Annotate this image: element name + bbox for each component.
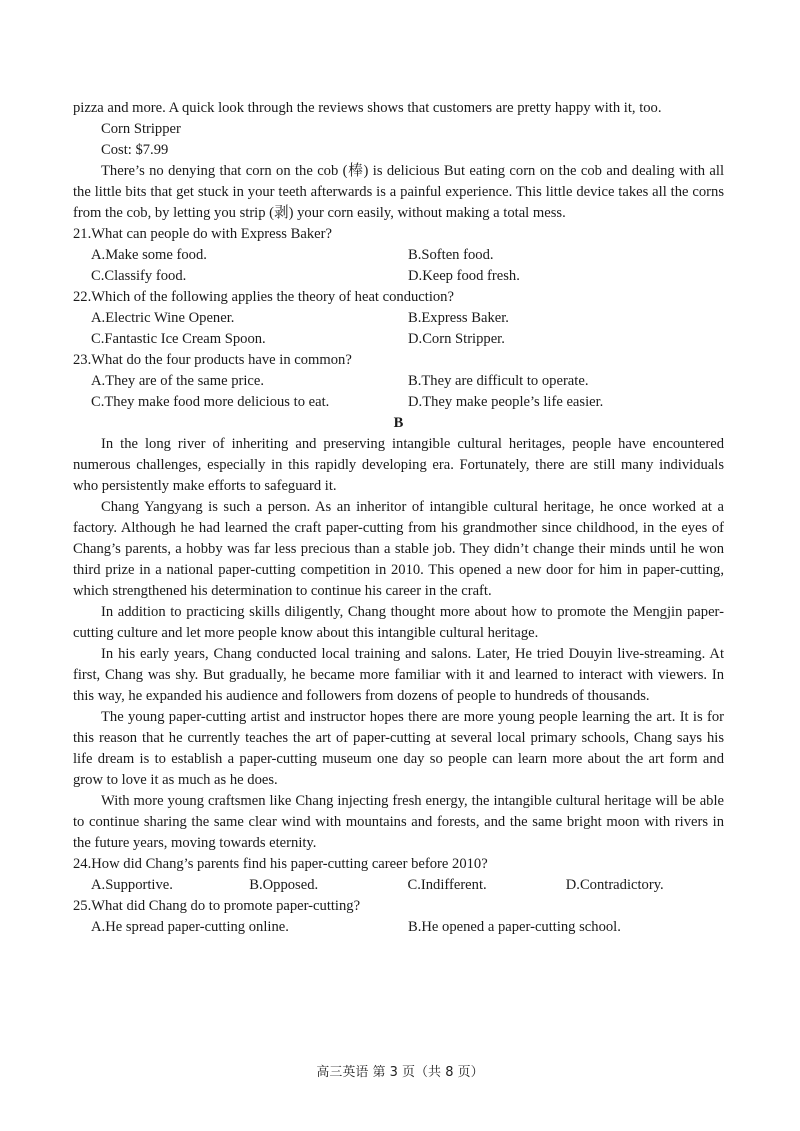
- question-options: [73, 875, 724, 896]
- option-b: B.Soften food.: [408, 247, 494, 263]
- exam-page: [73, 98, 724, 938]
- passage-paragraph: In his early years, Chang conducted local training and salons. Later, He tried Douyin live-streaming. At first, Chang was shy. But gradually, he became more familiar with it and learned to interact with viewers. In this way, he expanded his audience and followers from dozens of people to hundreds of thousands.: [73, 646, 724, 704]
- product-name: Corn Stripper: [101, 121, 181, 137]
- question-options: [73, 329, 724, 350]
- question-options: [73, 371, 724, 392]
- intro-paragraph-tail: pizza and more. A quick look through the reviews shows that customers are pretty happy with it, too.: [73, 100, 662, 116]
- question-stem: 22.Which of the following applies the theory of heat conduction?: [73, 289, 454, 305]
- option-d: D.Keep food fresh.: [408, 268, 520, 284]
- product-description: There’s no denying that corn on the cob (棒) is delicious But eating corn on the cob and dealing with all the little bits that get stuck in your teeth afterwards is a painful experience. This little device takes all the corns from the cob, by letting you strip (剥) your corn easily, without making a total mess.: [73, 163, 724, 221]
- option-c: C.They make food more delicious to eat.: [91, 394, 330, 410]
- question-stem: 21.What can people do with Express Baker?: [73, 226, 332, 242]
- passage-paragraph: In the long river of inheriting and preserving intangible cultural heritages, people have encountered numerous challenges, especially in this rapidly developing era. Fortunately, there are still many individuals who persistently make efforts to safeguard it.: [73, 436, 724, 494]
- product-cost: Cost: $7.99: [101, 142, 169, 158]
- option-d: D.They make people’s life easier.: [408, 394, 604, 410]
- question-options: [73, 245, 724, 266]
- passage-paragraph: Chang Yangyang is such a person. As an inheritor of intangible cultural heritage, he once worked at a factory. Although he had learned the craft paper-cutting from his grandmother since childhood, in the eyes of Chang’s parents, a hobby was far less precious than a stable job. They didn’t change their minds until he won third prize in a national paper-cutting competition in 2010. This opened a new door for him in paper-cutting, which strengthened his determination to continue his career in the craft.: [73, 499, 724, 599]
- question-stem: 23.What do the four products have in common?: [73, 352, 352, 368]
- passage-paragraph: The young paper-cutting artist and instructor hopes there are more young people learning the art. It is for this reason that he currently teaches the art of paper-cutting at several local primary schools, Chang says his life dream is to establish a paper-cutting museum one day so people can learn more about the art form and grow to love it as much as he does.: [73, 709, 724, 788]
- question-options: [73, 308, 724, 329]
- page-footer: 高三英语 第 3 页（共 8 页）: [316, 1065, 484, 1080]
- option-a: A.Supportive.: [91, 877, 173, 893]
- question-options: [73, 392, 724, 413]
- question-stem: 24.How did Chang’s parents find his paper-cutting career before 2010?: [73, 856, 488, 872]
- question-options: [73, 266, 724, 287]
- option-b: B.Express Baker.: [408, 310, 509, 326]
- option-c: C.Fantastic Ice Cream Spoon.: [91, 331, 266, 347]
- question-stem: 25.What did Chang do to promote paper-cutting?: [73, 898, 361, 914]
- option-c: C.Classify food.: [91, 268, 187, 284]
- passage-paragraph: With more young craftsmen like Chang injecting fresh energy, the intangible cultural heritage will be able to continue sharing the same clear wind with mountains and forests, and the same bright moon with rivers in the future years, moving towards eternity.: [73, 793, 724, 851]
- option-d: D.Contradictory.: [565, 877, 664, 893]
- section-heading: B: [393, 415, 404, 431]
- option-c: C.Indifferent.: [407, 877, 487, 893]
- option-a: A.Electric Wine Opener.: [91, 310, 235, 326]
- option-b: B.They are difficult to operate.: [408, 373, 589, 389]
- option-a: A.They are of the same price.: [91, 373, 265, 389]
- option-b: B.He opened a paper-cutting school.: [408, 919, 621, 935]
- passage-paragraph: In addition to practicing skills diligently, Chang thought more about how to promote the Mengjin paper-cutting culture and let more people know about this intangible cultural heritage.: [73, 604, 724, 641]
- option-b: B.Opposed.: [249, 877, 319, 893]
- option-a: A.Make some food.: [91, 247, 207, 263]
- option-a: A.He spread paper-cutting online.: [91, 919, 289, 935]
- question-options: [73, 917, 724, 938]
- option-d: D.Corn Stripper.: [408, 331, 505, 347]
